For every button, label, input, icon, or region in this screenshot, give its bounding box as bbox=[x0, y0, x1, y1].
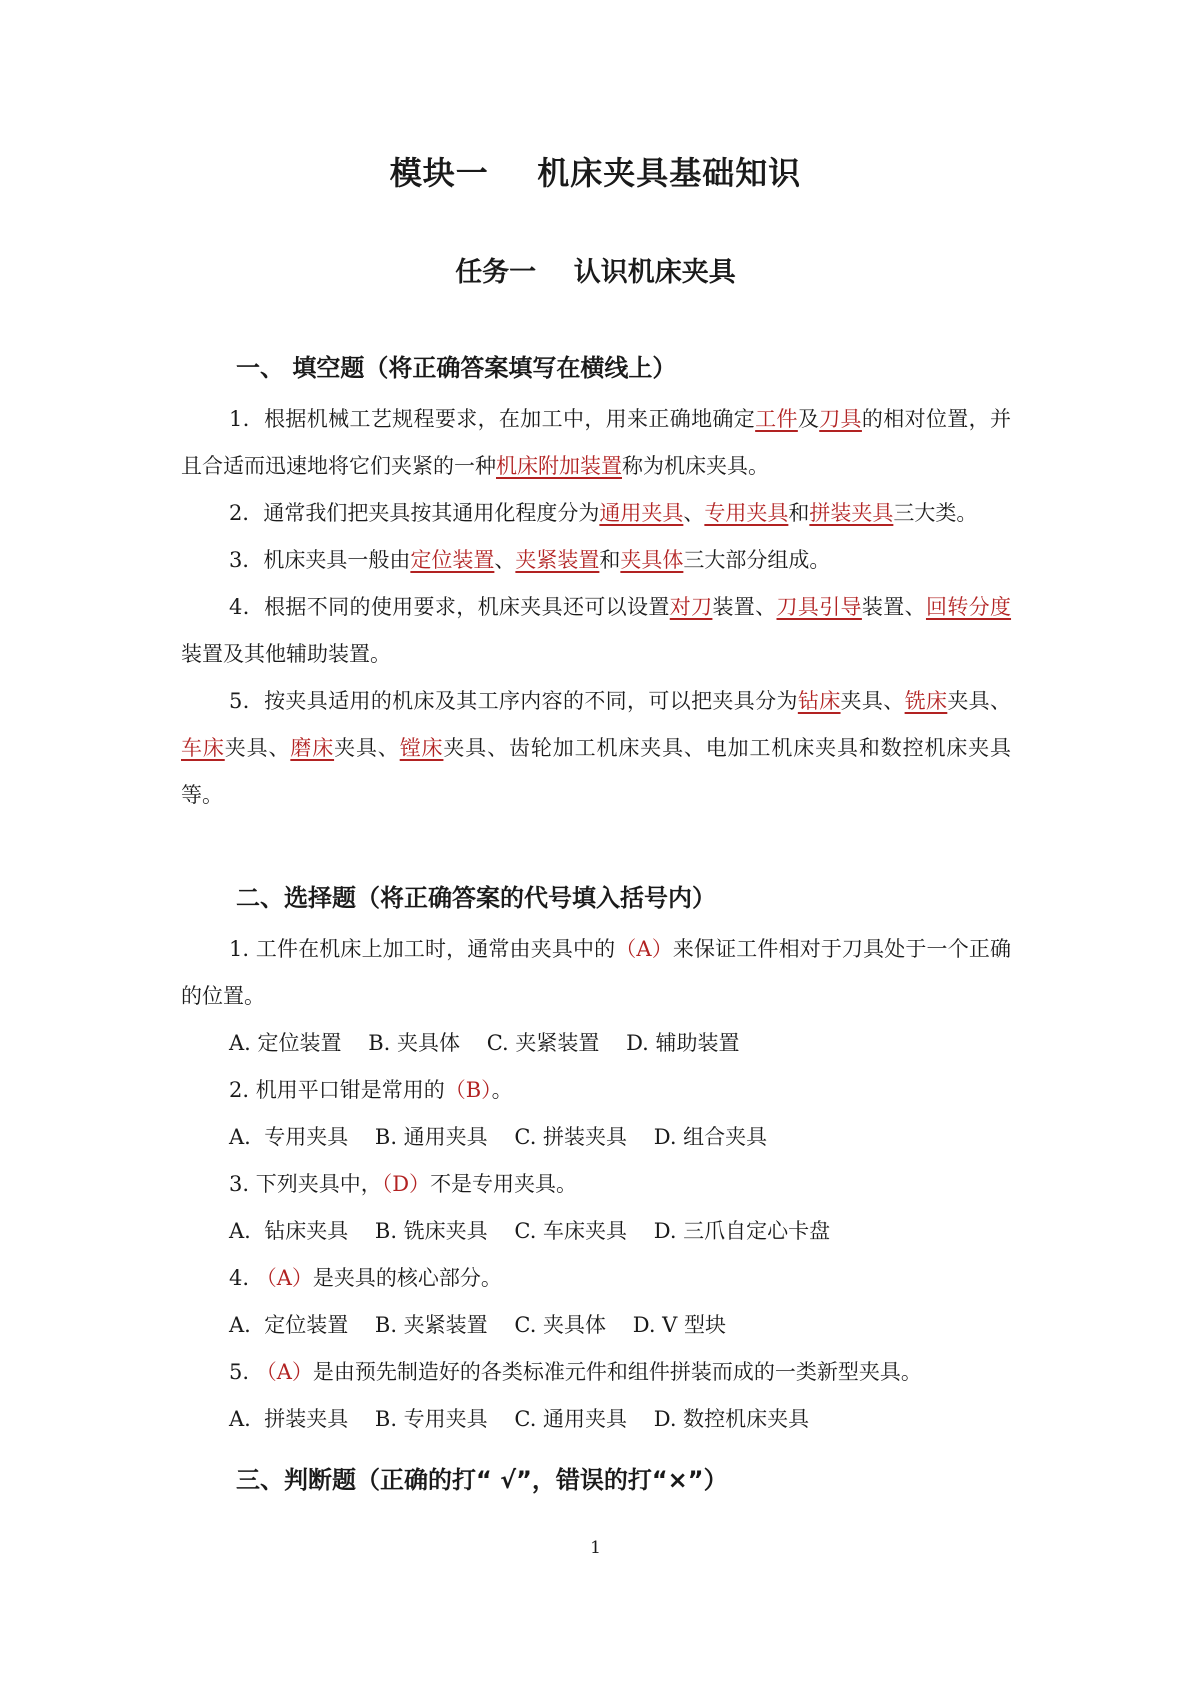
question-text: 2. 机用平口钳是常用的 bbox=[229, 1078, 445, 1102]
choice-questions bbox=[181, 926, 1011, 1443]
question-text: 3. 下列夹具中， bbox=[229, 1172, 382, 1196]
fill-in-question bbox=[181, 584, 1011, 678]
question-text: 及 bbox=[797, 407, 820, 431]
answer-blank: 铣床 bbox=[904, 689, 948, 713]
question-text: 3．机床夹具一般由 bbox=[229, 548, 411, 572]
answer-blank: 回转分度 bbox=[925, 595, 1012, 619]
fill-in-question bbox=[181, 537, 1011, 584]
choice-question-stem bbox=[181, 1067, 1011, 1114]
answer-choice: （A） bbox=[615, 937, 673, 961]
choice-question-stem bbox=[181, 1349, 1011, 1396]
question-text: 。 bbox=[491, 1078, 513, 1102]
section-heading-fill-in: 一、 填空题（将正确答案填写在横线上） bbox=[236, 354, 677, 382]
choice-options: A. 拼装夹具 B. 专用夹具 C. 通用夹具 D. 数控机床夹具 bbox=[229, 1407, 810, 1431]
answer-blank: 机床附加装置 bbox=[496, 454, 622, 478]
question-text: 装置及其他辅助装置。 bbox=[181, 642, 391, 666]
choice-options: A. 定位装置 B. 夹紧装置 C. 夹具体 D. V 型块 bbox=[229, 1313, 727, 1337]
choice-question-stem bbox=[181, 1161, 1011, 1208]
fill-in-question bbox=[181, 490, 1011, 537]
answer-choice: （B） bbox=[444, 1078, 492, 1102]
question-text: 夹具、 bbox=[840, 689, 905, 713]
question-text: 夹具、 bbox=[334, 736, 400, 760]
question-text: 称为机床夹具。 bbox=[622, 454, 769, 478]
question-text: 4. bbox=[229, 1266, 256, 1290]
answer-blank: 刀具 bbox=[819, 407, 862, 431]
question-text: 是由预先制造好的各类标准元件和组件拼装而成的一类新型夹具。 bbox=[312, 1360, 922, 1384]
choice-question-stem bbox=[181, 1255, 1011, 1302]
fill-in-question bbox=[181, 678, 1011, 819]
question-text: 1．根据机械工艺规程要求，在加工中，用来正确地确定 bbox=[229, 407, 756, 431]
question-text: 和 bbox=[788, 501, 810, 525]
answer-blank: 夹紧装置 bbox=[515, 548, 600, 572]
question-text: 1. 工件在机床上加工时，通常由夹具中的 bbox=[229, 937, 616, 961]
task-title: 任务一 认识机床夹具 bbox=[455, 257, 736, 288]
page-number: 1 bbox=[590, 1538, 601, 1558]
answer-blank: 刀具引导 bbox=[776, 595, 862, 619]
answer-blank: 通用夹具 bbox=[599, 501, 684, 525]
question-text: 、 bbox=[683, 501, 705, 525]
question-text: 装置、 bbox=[861, 595, 926, 619]
question-text: 三大类。 bbox=[893, 501, 978, 525]
question-text: 装置、 bbox=[712, 595, 777, 619]
answer-blank: 镗床 bbox=[399, 736, 444, 760]
question-text: 2．通常我们把夹具按其通用化程度分为 bbox=[229, 501, 600, 525]
question-text: 和 bbox=[599, 548, 621, 572]
question-text: 不是专用夹具。 bbox=[430, 1172, 578, 1196]
answer-choice: （A） bbox=[255, 1360, 313, 1384]
question-text: 夹具、齿轮加工机床夹具、电加工机床夹具和数控机床夹具等。 bbox=[181, 736, 1012, 807]
question-text: 夹具、 bbox=[947, 689, 1012, 713]
question-text: 4．根据不同的使用要求，机床夹具还可以设置 bbox=[229, 595, 670, 619]
question-text: 5. bbox=[229, 1360, 256, 1384]
answer-blank: 工件 bbox=[755, 407, 798, 431]
answer-blank: 车床 bbox=[181, 736, 225, 760]
answer-blank: 夹具体 bbox=[620, 548, 684, 572]
page-title: 模块一 机床夹具基础知识 bbox=[389, 154, 802, 192]
question-text: 是夹具的核心部分。 bbox=[312, 1266, 502, 1290]
question-text: 5．按夹具适用的机床及其工序内容的不同，可以把夹具分为 bbox=[229, 689, 798, 713]
choice-question-stem bbox=[181, 926, 1011, 1020]
question-text: 、 bbox=[494, 548, 516, 572]
question-text: 夹具、 bbox=[224, 736, 291, 760]
answer-blank: 磨床 bbox=[290, 736, 335, 760]
question-text: 的相对位置，并且合适而迅速地将它们夹紧的一种 bbox=[181, 407, 1012, 478]
answer-choice: （D） bbox=[381, 1172, 431, 1196]
choice-options: A. 定位装置 B. 夹具体 C. 夹紧装置 D. 辅助装置 bbox=[229, 1031, 740, 1055]
choice-options: A. 专用夹具 B. 通用夹具 C. 拼装夹具 D. 组合夹具 bbox=[229, 1125, 768, 1149]
answer-blank: 拼装夹具 bbox=[809, 501, 894, 525]
section-heading-choice: 二、选择题（将正确答案的代号填入括号内） bbox=[236, 884, 716, 912]
section-heading-judge: 三、判断题（正确的打“ √”，错误的打“×”） bbox=[236, 1466, 728, 1494]
fill-in-question bbox=[181, 396, 1011, 490]
answer-choice: （A） bbox=[255, 1266, 313, 1290]
answer-blank: 钻床 bbox=[797, 689, 841, 713]
answer-blank: 定位装置 bbox=[410, 548, 495, 572]
fill-in-questions bbox=[181, 396, 1011, 819]
question-text: 三大部分组成。 bbox=[683, 548, 831, 572]
question-text: 来保证工件相对于刀具处于一个正确的位置。 bbox=[181, 937, 1011, 1008]
choice-options: A. 钻床夹具 B. 铣床夹具 C. 车床夹具 D. 三爪自定心卡盘 bbox=[229, 1219, 831, 1243]
answer-blank: 对刀 bbox=[669, 595, 713, 619]
answer-blank: 专用夹具 bbox=[704, 501, 789, 525]
